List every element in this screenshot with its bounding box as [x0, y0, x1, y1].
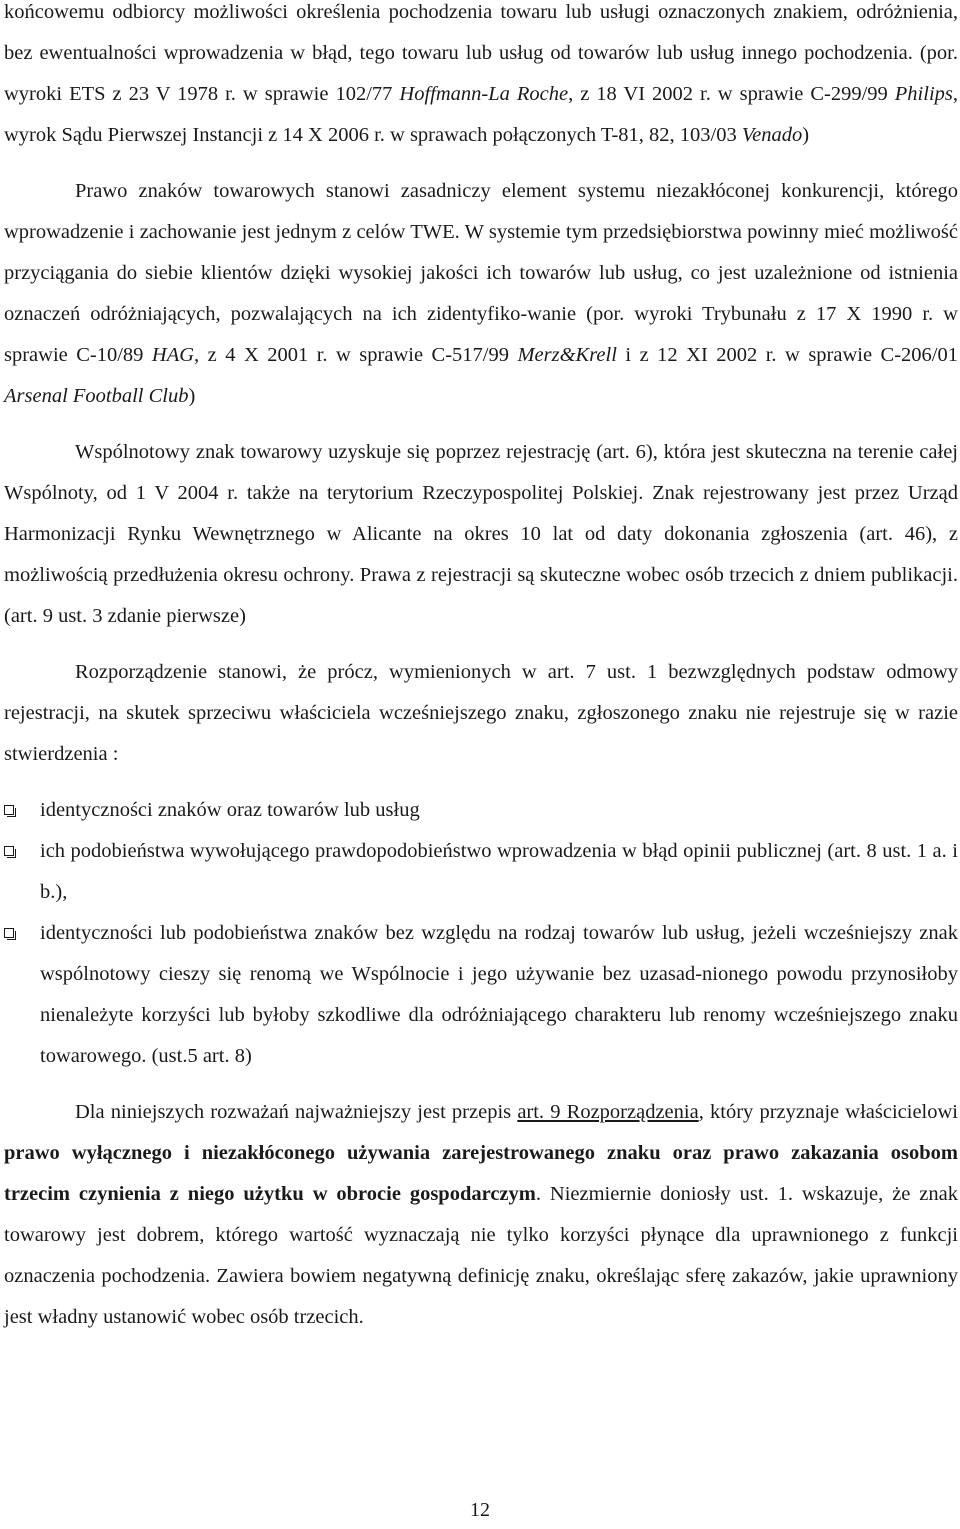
- text-span: ): [802, 124, 810, 146]
- list-item: [4, 831, 958, 913]
- text-span: . Niezmiernie doniosły ust. 1. wskazuje, że znak towarowy jest dobrem, którego wartość wyznaczają nie tylko korzyści płynące dla uprawnionego z funkcji oznaczenia pochodzenia. Zawiera bowiem negatywną definicję znaku, określając sferę zakazów, jakie uprawniony jest władny ustanowić wobec osób trzecich.: [4, 1183, 958, 1328]
- list-item-text: ich podobieństwa wywołującego prawdopodobieństwo wprowadzenia w błąd opinii publicznej (art. 8 ust. 1 a. i b.),: [40, 840, 958, 903]
- case-name: Philips: [894, 83, 953, 105]
- list-item: [4, 913, 958, 1077]
- text-span: Prawo znaków towarowych stanowi zasadniczy element systemu niezakłóconej konkurencji, którego wprowadzenie i zachowanie jest jednym z celów TWE. W systemie tym przedsiębiorstwa powinny mieć możliwość przyciągania do siebie klientów dzięki wysokiej jakości ich towarów lub usług, co jest uzależnione od istnienia oznaczeń odróżniających, pozwalających na ich zidentyfiko-wanie (por. wyroki Trybunału z 17 X 1990 r. w sprawie C-10/89: [4, 180, 958, 366]
- bullet-list: [4, 790, 958, 1077]
- list-item-text: identyczności lub podobieństwa znaków bez względu na rodzaj towarów lub usług, jeżeli wcześniejszy znak wspólnotowy cieszy się renomą we Wspólnocie i jego używanie bez uzasad-nionego powodu przynosiłoby nienależyte korzyści lub byłoby szkodliwe dla odróżniającego charakteru lub renomy wcześniejszego znaku towarowego. (ust.5 art. 8): [40, 922, 958, 1067]
- text-span: końcowemu odbiorcy możliwości określenia pochodzenia towaru lub usługi oznaczonych znakiem, odróżnienia, bez ewentualności wprowadzenia w błąd, tego towaru lub usług od towarów lub usług innego pochodzenia. (por. wyroki ETS z 23 V 1978 r. w sprawie 102/77: [4, 1, 958, 105]
- case-name: Merz&Krell: [517, 344, 617, 366]
- text-span: , z 18 VI 2002 r. w sprawie C-299/99: [568, 83, 895, 105]
- page-number: 12: [470, 1499, 490, 1521]
- list-item: [4, 790, 958, 831]
- paragraph-5: [4, 1092, 958, 1338]
- case-name: Venado: [741, 124, 803, 146]
- list-item-text: identyczności znaków oraz towarów lub usług: [40, 799, 420, 821]
- text-span: , z 4 X 2001 r. w sprawie C-517/99: [194, 344, 518, 366]
- paragraph-2: [4, 171, 958, 417]
- text-span: , wyrok Sądu Pierwszej Instancji z 14 X 2006 r. w sprawach połączonych T-81, 82, 103/03: [4, 83, 958, 146]
- checkbox-bullet-icon: [4, 846, 14, 856]
- text-span: i z 12 XI 2002 r. w sprawie C-206/01: [616, 344, 958, 366]
- case-name: HAG: [151, 344, 195, 366]
- text-span: Dla niniejszych rozważań najważniejszy jest przepis: [75, 1101, 518, 1123]
- case-name: Hoffmann-La Roche: [399, 83, 569, 105]
- paragraph-1: [4, 0, 958, 156]
- document-page: [4, 0, 958, 1353]
- checkbox-bullet-icon: [4, 928, 14, 938]
- case-name: Arsenal Football Club: [4, 385, 189, 407]
- paragraph-4: Rozporządzenie stanowi, że prócz, wymienionych w art. 7 ust. 1 bezwzględnych podstaw odmowy rejestracji, na skutek sprzeciwu właściciela wcześniejszego znaku, zgłoszonego znaku nie rejestruje się w razie stwierdzenia :: [4, 661, 958, 765]
- text-span: ): [188, 385, 196, 407]
- article-reference-link[interactable]: art. 9 Rozporządzenia: [517, 1101, 699, 1123]
- checkbox-bullet-icon: [4, 805, 14, 815]
- emphasized-text: prawo wyłącznego i niezakłóconego używania zarejestrowanego znaku oraz prawo zakazania osobom trzecim czynienia z niego użytku w obrocie gospodarczym: [4, 1142, 958, 1205]
- text-span: , który przyznaje właścicielowi: [698, 1101, 958, 1123]
- paragraph-3: Wspólnotowy znak towarowy uzyskuje się poprzez rejestrację (art. 6), która jest skuteczna na terenie całej Wspólnoty, od 1 V 2004 r. także na terytorium Rzeczypospolitej Polskiej. Znak rejestrowany jest przez Urząd Harmonizacji Rynku Wewnętrznego w Alicante na okres 10 lat od daty dokonania zgłoszenia (art. 46), z możliwością przedłużenia okresu ochrony. Prawa z rejestracji są skuteczne wobec osób trzecich z dniem publikacji. (art. 9 ust. 3 zdanie pierwsze): [4, 441, 958, 627]
